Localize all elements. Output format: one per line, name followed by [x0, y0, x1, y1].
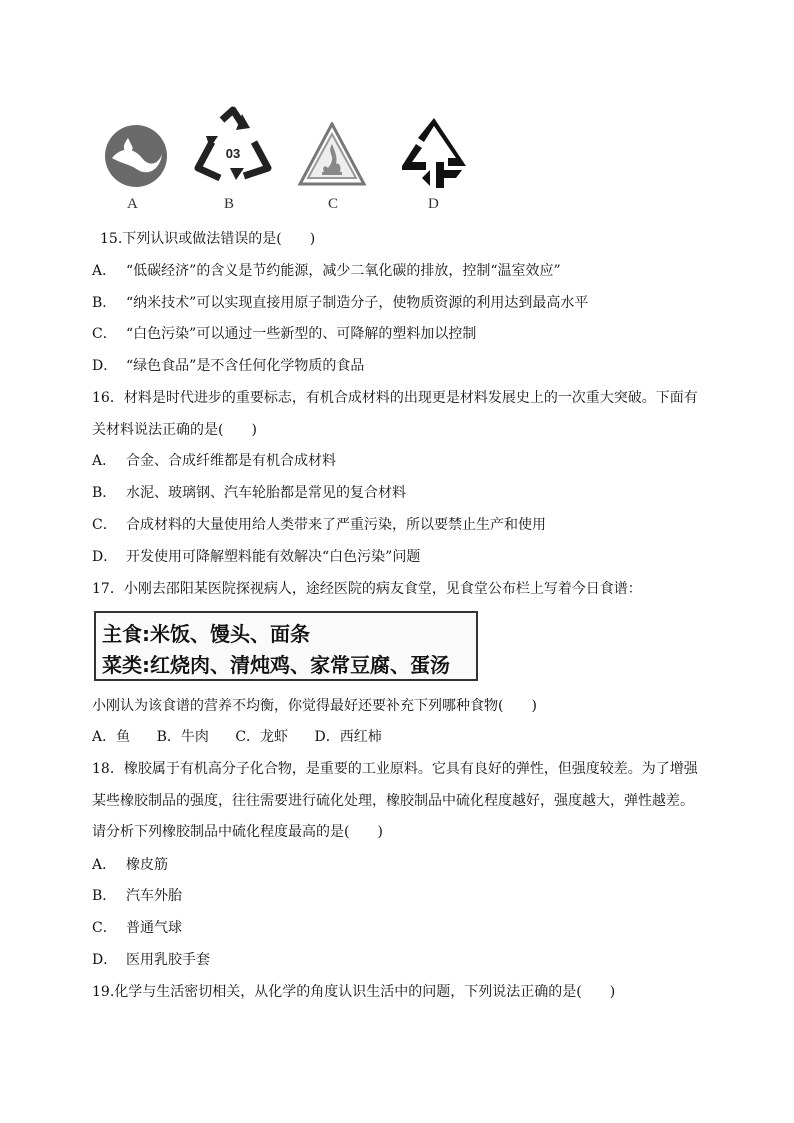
q15-stem: 15.下列认识或做法错误的是( )	[100, 231, 316, 247]
water-saving-icon	[104, 124, 168, 188]
option-text: 橡皮筋	[126, 857, 168, 873]
option-text: “低碳经济”的含义是节约能源，减少二氧化碳的排放，控制“温室效应”	[126, 263, 561, 279]
q17-stem: 17．小刚去邵阳某医院探视病人，途经医院的病友食堂，见食堂公布栏上写着今日食谱：	[92, 581, 642, 597]
option-text: 水泥、玻璃钢、汽车轮胎都是常见的复合材料	[126, 485, 406, 501]
q16-option-d	[92, 547, 420, 567]
option-letter: B．	[156, 729, 181, 745]
icon-label-d: D	[428, 196, 439, 212]
icon-label-a: A	[127, 196, 138, 212]
q19-stem: 19.化学与生活密切相关，从化学的角度认识生活中的问题，下列说法正确的是( )	[92, 984, 616, 1000]
q16-option-b	[92, 483, 406, 503]
q15-option-b	[92, 293, 588, 313]
option-text: 普通气球	[126, 920, 182, 936]
option-text: 合金、合成纤维都是有机合成材料	[126, 453, 336, 469]
menu-line-staple: 主食:米饭、馒头、面条	[102, 622, 310, 646]
menu-board	[94, 611, 478, 681]
option-text: 西红柿	[339, 729, 382, 745]
q16-option-a	[92, 451, 336, 471]
option-letter: C．	[92, 517, 117, 533]
q17-options	[92, 727, 404, 747]
q17-option-b	[157, 729, 209, 745]
option-letter: A．	[92, 263, 117, 279]
q15-option-c	[92, 324, 476, 344]
recycle-03-icon	[192, 106, 274, 186]
q18-option-d	[92, 950, 210, 970]
option-letter: D．	[92, 358, 118, 374]
option-text: 鱼	[116, 729, 131, 745]
q18-option-b	[92, 886, 182, 906]
option-letter: C．	[92, 326, 117, 342]
icon-label-b: B	[224, 196, 235, 212]
q16-stem-line1: 16．材料是时代进步的重要标志，有机合成材料的出现更是材料发展史上的一次重大突破。下面有	[92, 390, 698, 406]
option-text: 医用乳胶手套	[126, 952, 210, 968]
option-text: 龙虾	[260, 729, 289, 745]
q16-stem-line2: 关材料说法正确的是( )	[92, 422, 257, 438]
option-text: “白色污染”可以通过一些新型的、可降解的塑料加以控制	[126, 326, 477, 342]
option-letter: A．	[92, 453, 117, 469]
flammable-warning-icon	[298, 122, 366, 186]
option-letter: A．	[92, 857, 117, 873]
option-letter: B．	[92, 295, 117, 311]
recycle-arrows-icon	[400, 114, 468, 190]
option-text: 合成材料的大量使用给人类带来了严重污染，所以要禁止生产和使用	[126, 517, 546, 533]
option-text: “绿色食品”是不含任何化学物质的食品	[126, 358, 365, 374]
option-text: “纳米技术”可以实现直接用原子制造分子，使物质资源的利用达到最高水平	[126, 295, 589, 311]
icon-label-c: C	[328, 196, 339, 212]
menu-line-dishes: 菜类:红烧肉、清炖鸡、家常豆腐、蛋汤	[102, 653, 450, 677]
q18-option-c	[92, 918, 182, 938]
q16-option-c	[92, 515, 546, 535]
q17-option-c	[235, 729, 288, 745]
q17-option-a	[92, 729, 130, 745]
option-letter: D．	[92, 549, 118, 565]
q18-option-a	[92, 855, 168, 875]
option-letter: B．	[92, 888, 117, 904]
q15-option-d	[92, 356, 364, 376]
option-text: 汽车外胎	[126, 888, 182, 904]
option-letter: C．	[92, 920, 117, 936]
icon-row	[100, 100, 480, 220]
option-text: 牛肉	[180, 729, 209, 745]
option-letter: D．	[314, 729, 340, 745]
option-letter: C．	[235, 729, 261, 745]
recycle-code: 03	[225, 146, 241, 161]
q17-question: 小刚认为该食谱的营养不均衡，你觉得最好还要补充下列哪种食物( )	[92, 698, 537, 714]
q18-stem-line1: 18．橡胶属于有机高分子化合物，是重要的工业原料。它具有良好的弹性，但强度较差。为了增强	[92, 761, 698, 777]
q18-stem-line3: 请分析下列橡胶制品中硫化程度最高的是( )	[92, 824, 383, 840]
option-text: 开发使用可降解塑料能有效解决“白色污染”问题	[126, 549, 421, 565]
option-letter: B．	[92, 485, 117, 501]
q18-stem-line2: 某些橡胶制品的强度，往往需要进行硫化处理，橡胶制品中硫化程度越好，强度越大，弹性越差。	[92, 793, 694, 809]
q15-option-a	[92, 261, 561, 281]
option-letter: D．	[92, 952, 118, 968]
q17-option-d	[315, 729, 382, 745]
option-letter: A．	[92, 729, 117, 745]
